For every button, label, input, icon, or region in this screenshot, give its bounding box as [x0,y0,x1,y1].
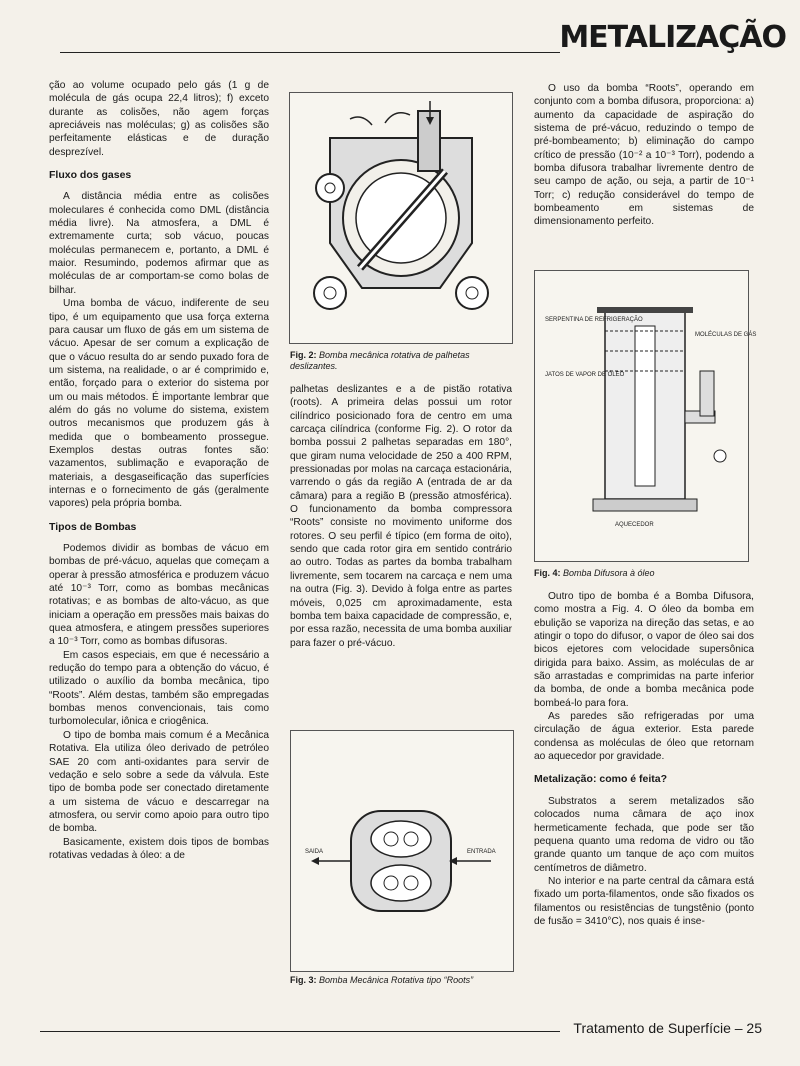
caption-text: Bomba mecânica rotativa de palhetas deslizantes. [290,350,470,371]
paragraph: No interior e na parte central da câmara está fixado um porta-filamentos, onde são fixados os filamentos ou resistências de tungstênio (ponto de fusão = 3410°C), nos quais é inse- [534,875,754,927]
paragraph: O uso da bomba “Roots”, operando em conjunto com a bomba difusora, proporciona: a) aumento da capacidade de aspiração do sistema de pré-vácuo, reduzindo o tempo de pré-bombeamento; b) eliminação do campo crítico de pressão (10⁻² a 10⁻³ Torr), podendo a bomba difusora trabalhar livremente dentro de seu campo de ação, ou seja, a partir de 10⁻¹ Torr; c) redução considerável do tempo de bombeamento em sistemas de dimensionamento perfeito. [534,83,754,228]
paragraph: ção ao volume ocupado pelo gás (1 g de molécula de gás ocupa 22,4 litros); f) exceto durante as colisões, não agem forças apreciáveis nas moléculas; g) as colisões são perfeitamente elásticas e de duração desprezível. [49,80,269,158]
moleculas-label: MOLÉCULAS DE GÁS [695,332,757,338]
column-1 [49,79,269,862]
figure-2-caption [290,350,515,372]
caption-text: Bomba Difusora à óleo [563,568,655,578]
caption-text: Bomba Mecânica Rotativa tipo “Roots” [319,975,474,985]
paragraph: O tipo de bomba mais comum é a Mecânica Rotativa. Ela utiliza óleo derivado de petróleo SAE 20 com anti-oxidantes para servir de vedação e selo sobre a sede da válvula. Este tipo de bomba pode ser conectado diretamente a um sistema de vácuo e descarregar na atmosfera, ou servir como apoio para outro tipo de bomba. [49,729,269,835]
paragraph: Uma bomba de vácuo, indiferente de seu tipo, é um equipamento que usa força externa para causar um fluxo de gás em um sistema de vácuo. Apesar de ser comum a explicação de que o vácuo resulta do ar sendo puxado fora de um sistema, na realidade, o ar é comprimido e, então, forçado para o exterior do sistema por um ou mais métodos. É importante lembrar que além do gás no volume do sistema, existem outros mecanismos que produzem gás à medida que o bombeamento prossegue. Exemplos destas outras fontes são: vazamentos, sublimação e evaporação de materiais, a desgaseificação das superfícies internas e o fornecimento de gás (geralmente vapores) pela própria bomba. [49,298,269,510]
rotary-vane-pump-drawing [290,93,512,343]
serpentina-label: SERPENTINA DE REFRIGERAÇÃO [545,317,643,323]
diffusion-pump-drawing [535,271,757,561]
header-rule [60,52,560,53]
column-2 [290,383,512,650]
figure-3-caption [290,975,515,986]
paragraph: Em casos especiais, em que é necessário a redução do tempo para a obtenção do vácuo, é utilizado o auxílio da bomba mecânica, tipo “Roots”. Além destas, também são empregadas bombas menos convencionais, tais como turbomolecular, iônica e criogênica. [49,649,269,728]
footer-rule [40,1031,560,1032]
figure-4-caption [534,568,749,579]
column-3-top [534,82,754,229]
paragraph: Substratos a serem metalizados são colocados numa câmara de aço inox hermeticamente fechada, que pode ser tão pequena quanto uma redoma de vidro ou tão grande quanto um tanque de aço com muitos centímetros de diâmetro. [534,795,754,874]
caption-number: Fig. 3: [290,975,317,985]
paragraph: Basicamente, existem dois tipos de bombas rotativas vedadas à óleo: a de [49,836,269,861]
section-title: METALIZAÇÃO [559,20,786,55]
paragraph: palhetas deslizantes e a de pistão rotativa (roots). A primeira delas possui um rotor cilíndrico posicionado fora de centro em uma carcaça cilíndrica (conforme Fig. 2). O rotor da bomba possui 2 palhetas separadas em 180°, que giram numa velocidade de 250 a 400 RPM, pressionadas por molas na carcaça estacionária, varrendo o gás da região A (entrada de ar da câmara) para a região B (pressão atmosférica). O funcionamento da bomba compressora “Roots” consiste no movimento uniforme dos rotores. O seu perfil é típico (em forma de oito), sendo que cada rotor gira em sentido contrário ao outro. Todas as partes da bomba trabalham livremente, sem tocarem na carcaça e nem uma na outra (Fig. 3). Devido à folga entre as partes móveis, 0,025 cm aproximadamente, esta bomba tem baixa capacidade de compressão, e, por essa razão, necessita de uma bomba auxiliar para fazer o pré-vácuo. [290,384,512,649]
caption-number: Fig. 2: [290,350,317,360]
figure-2-rotary-vane-pump [289,92,513,344]
paragraph: A distância média entre as colisões moleculares é conhecida como DML (distância média livre). Na atmosfera, a DML é extremamente curta; sob vácuo, poucas moléculas permanecem e, portanto, a DML é maior. Resumindo, podemos afirmar que as moléculas de ar comportam-se como bolas de bilhar. [49,191,269,296]
entrada-label: ENTRADA [467,849,496,855]
jatos-label: JATOS DE VAPOR DE ÓLEO [545,372,625,378]
heading-metalizacao: Metalização: como é feita? [534,773,668,786]
column-3-bottom [534,590,754,928]
paragraph: Podemos dividir as bombas de vácuo em bombas de pré-vácuo, aquelas que começam a operar à pressão atmosférica e produzem vácuo até 10⁻³ Torr, como as bombas mecânicas rotativas; e as bombas de alto-vácuo, as que iniciam a operação em pressões mais baixas do quea atmosfera, e atingem pressões superiores a 10⁻³ Torr, como as bombas difusoras. [49,543,269,648]
aquecedor-label: AQUECEDOR [615,522,654,528]
figure-3-roots-pump [290,730,514,972]
figure-4-diffusion-pump [534,270,757,562]
roots-pump-drawing [291,731,513,971]
caption-number: Fig. 4: [534,568,561,578]
heading-fluxo: Fluxo dos gases [49,169,132,182]
heading-tipos: Tipos de Bombas [49,520,137,533]
paragraph: As paredes são refrigeradas por uma circulação de água exterior. Esta parede condensa as moléculas de óleo que retornam ao aquecedor por gravidade. [534,711,754,763]
paragraph: Outro tipo de bomba é a Bomba Difusora, como mostra a Fig. 4. O óleo da bomba em ebulição se vaporiza na direção das setas, e ao atingir o topo do difusor, o vapor de óleo sai dos bicos ejetores com velocidade supersônica dirigida para baixo. Assim, as moléculas de ar são arrastadas e comprimidas na parte inferior da bomba, de onde a bomba mecânica pode bombeá-lo para fora. [534,591,754,709]
page-footer: Tratamento de Superfície – 25 [573,1020,762,1036]
saida-label: SAIDA [305,849,324,855]
